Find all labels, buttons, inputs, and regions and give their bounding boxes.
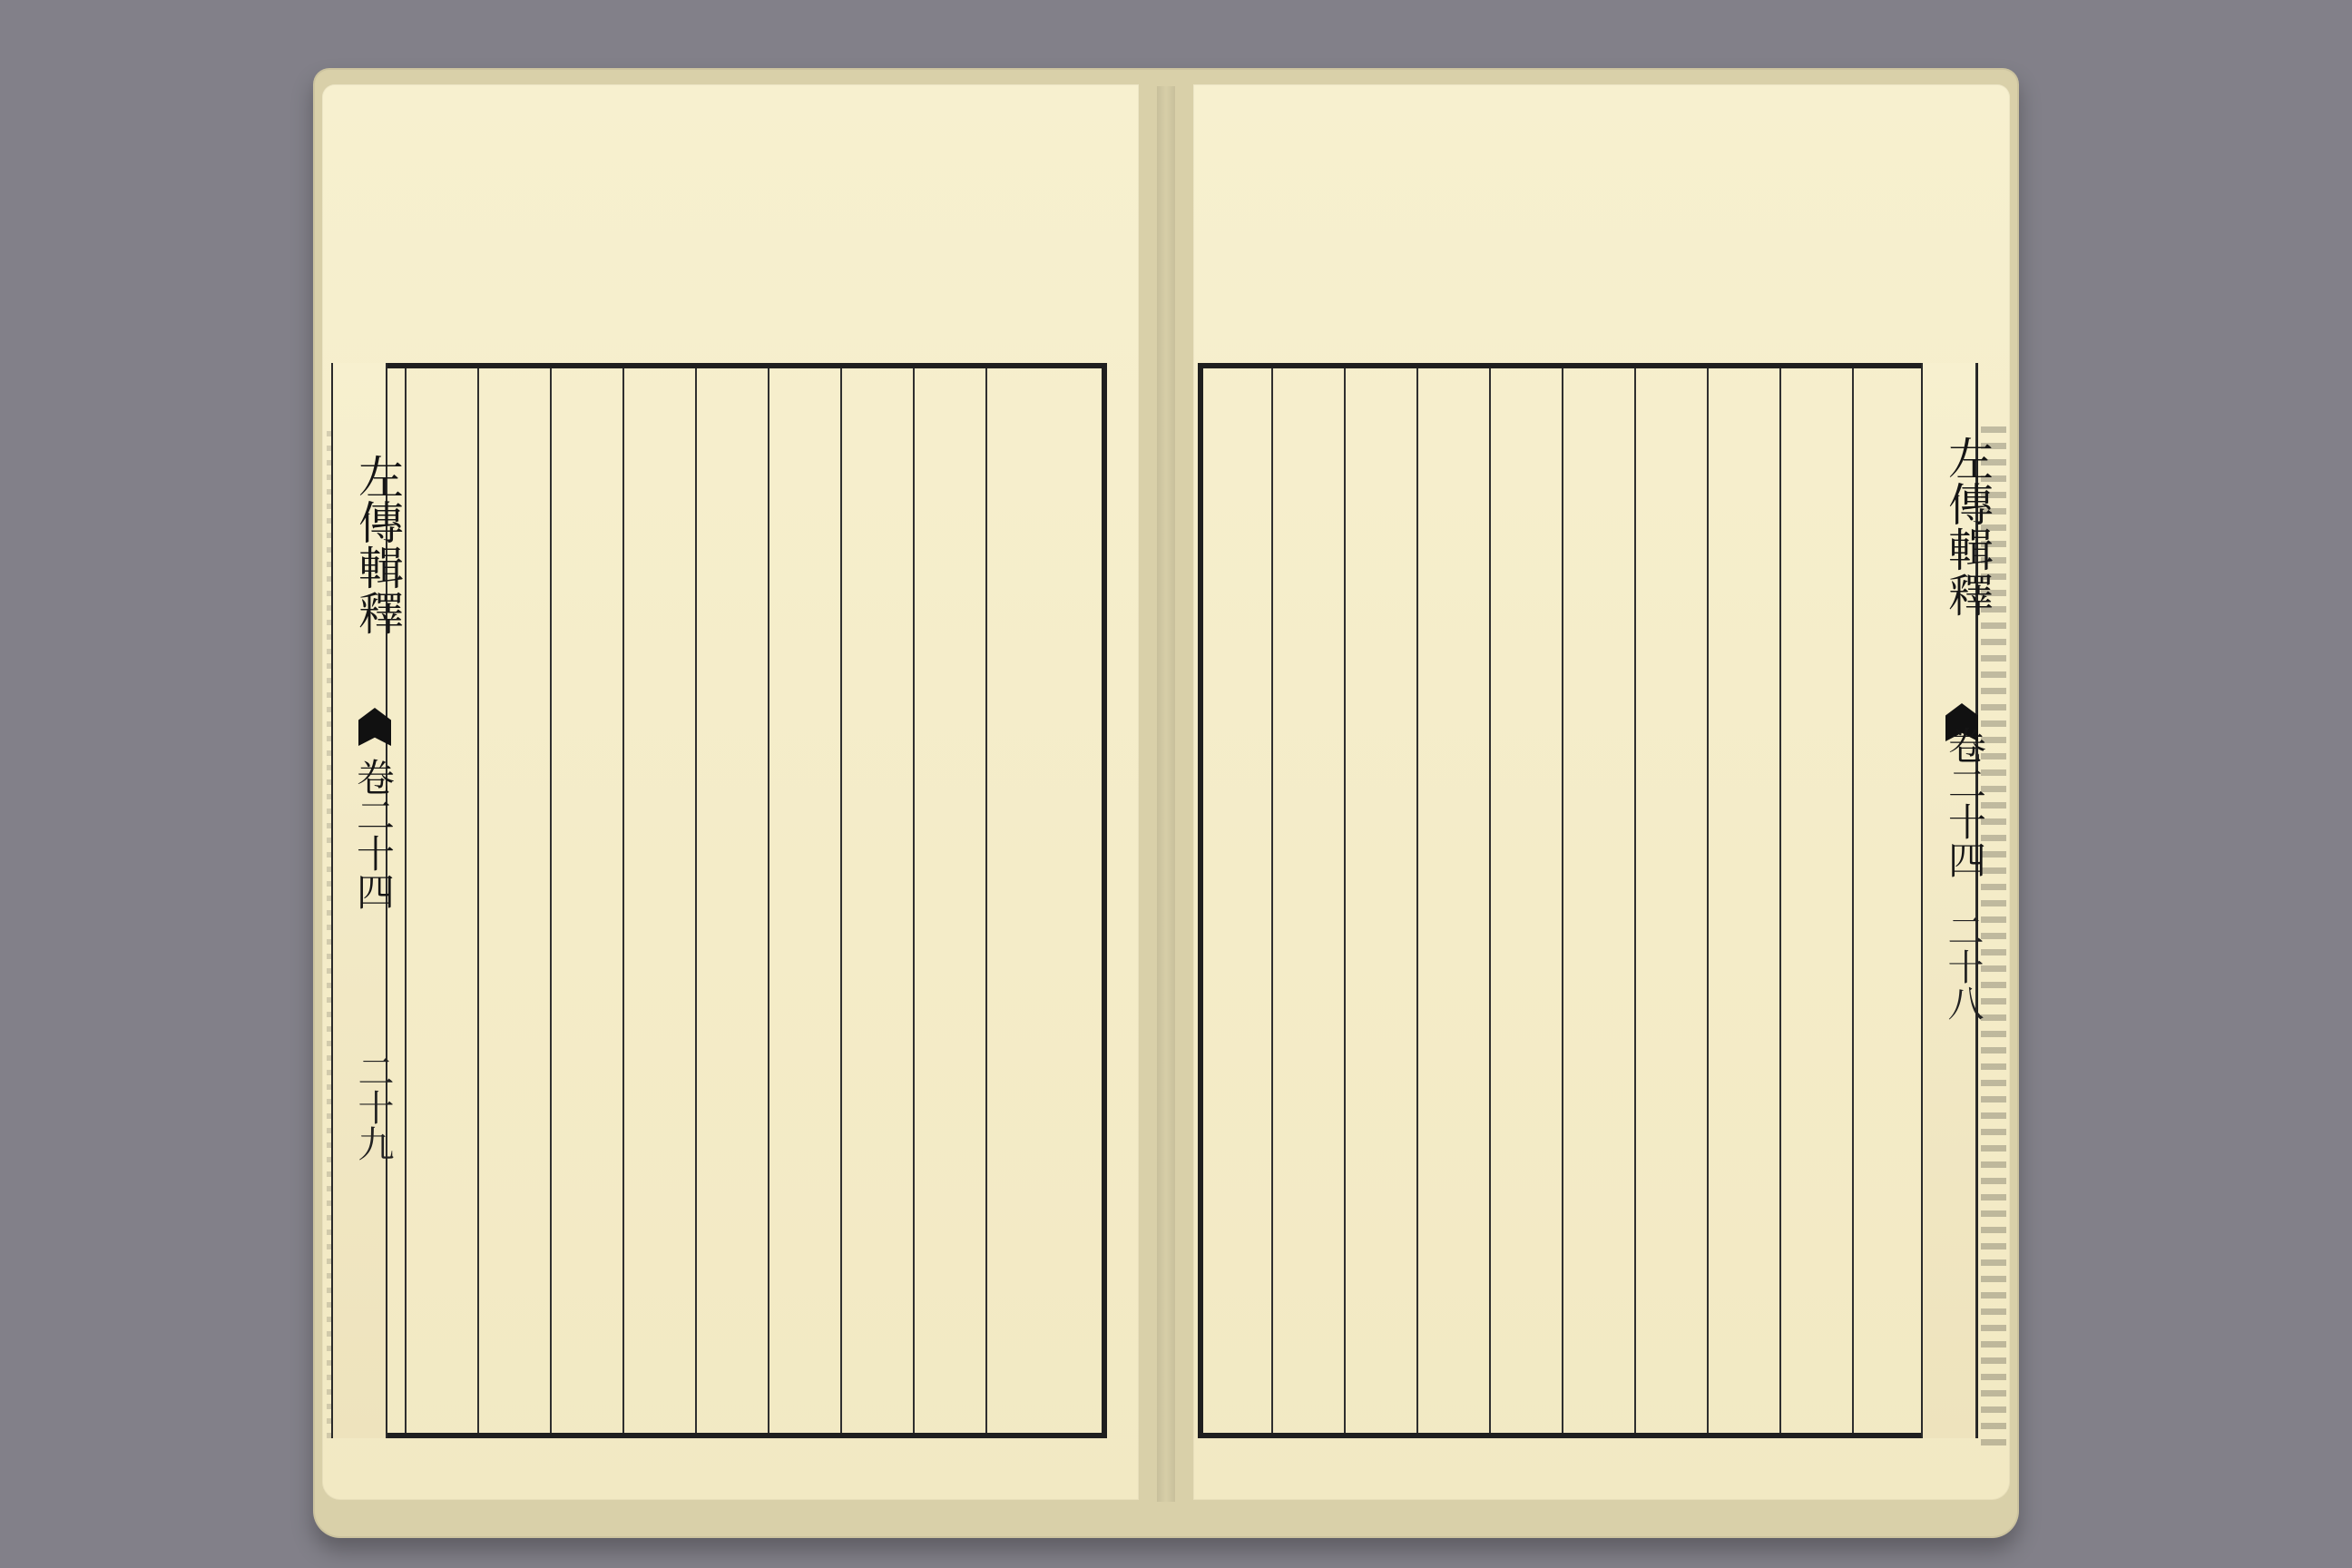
right-text-frame	[1198, 363, 1978, 1438]
right-column-text	[1321, 387, 1377, 1421]
right-column-text	[1466, 387, 1523, 1421]
open-book	[313, 68, 2019, 1538]
book-gutter	[1157, 86, 1175, 1502]
left-column-text	[963, 387, 1019, 1421]
right-column-text	[1394, 387, 1450, 1421]
right-running-title: 左傳輯釋	[1941, 436, 1994, 617]
right-column-text	[1249, 387, 1305, 1421]
right-volume-label: 卷二十四	[1943, 726, 1987, 878]
left-text-frame	[331, 363, 1107, 1438]
left-running-title: 左傳輯釋	[351, 454, 404, 635]
right-column-text	[1539, 387, 1595, 1421]
right-column-text	[1612, 387, 1668, 1421]
left-column-text	[1035, 387, 1092, 1421]
left-page-number: 二十九	[352, 1053, 394, 1161]
left-column-text	[527, 387, 583, 1421]
left-column-text	[455, 387, 511, 1421]
right-column-text	[1757, 387, 1813, 1421]
left-column-text	[672, 387, 729, 1421]
left-column-text	[890, 387, 946, 1421]
left-column-text	[818, 387, 874, 1421]
right-column-text	[1829, 387, 1886, 1421]
left-column-text	[745, 387, 801, 1421]
right-page-number: 二十八	[1942, 912, 1984, 1021]
left-volume-label: 卷二十四	[351, 758, 396, 910]
right-column-text	[1684, 387, 1740, 1421]
left-column-text	[600, 387, 656, 1421]
